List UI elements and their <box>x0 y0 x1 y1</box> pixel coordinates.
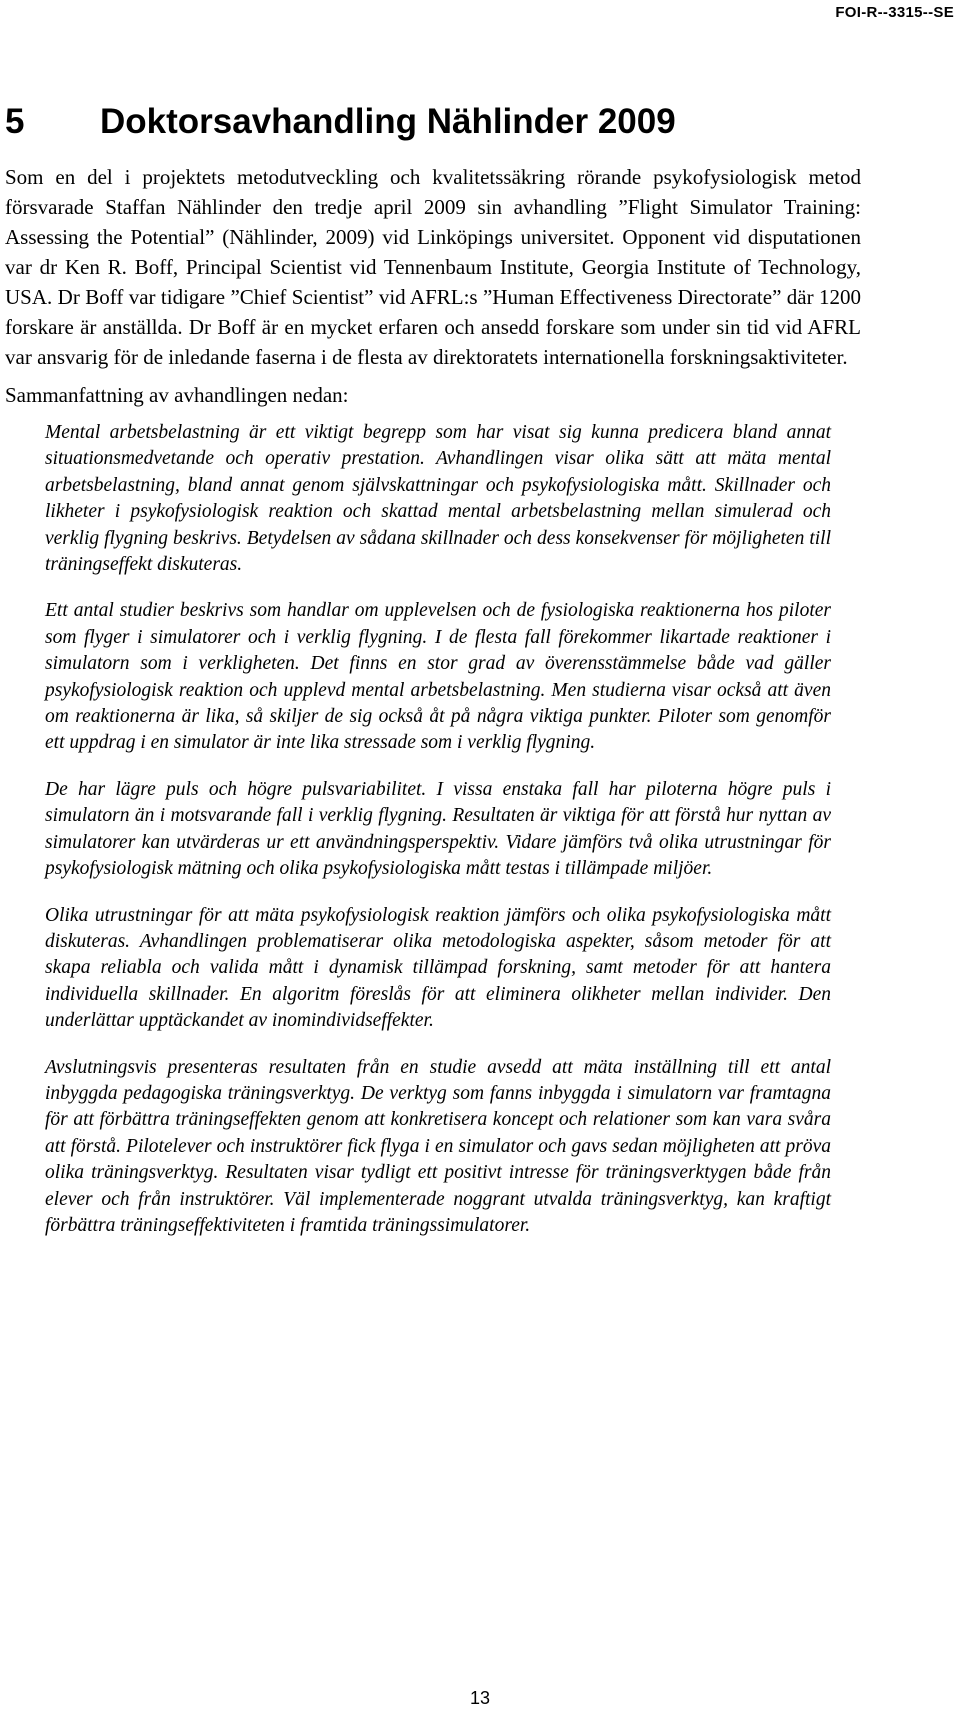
section-body <box>5 162 861 1259</box>
section-number: 5 <box>5 102 25 141</box>
summary-intro: Sammanfattning av avhandlingen nedan: <box>5 383 349 407</box>
abstract-paragraph: De har lägre puls och högre pulsvariabilitet. I vissa enstaka fall har piloterna högre puls i simulatorn än i motsvarande fall i verklig flygning. Resultaten är viktiga för att förstå hur nyttan av simulatorer kan utvärderas ur ett användningsperspektiv. Vidare jämförs två olika utrustningar för psykofysiologisk mätning och olika psykofysiologiska mått testas i tillämpade miljöer. <box>45 778 831 880</box>
section-title: Doktorsavhandling Nählinder 2009 <box>100 102 676 141</box>
document-id: FOI-R--3315--SE <box>835 4 954 21</box>
abstract-block <box>45 420 831 1239</box>
page-number: 13 <box>469 1688 491 1708</box>
body-paragraph: Som en del i projektets metodutveckling och kvalitetssäkring rörande psykofysiologisk metod försvarade Staffan Nählinder den tredje april 2009 sin avhandling ”Flight Simulator Training: Assessing the Potential” (Nählinder, 2009) vid Linköpings universitet. Opponent vid disputationen var dr Ken R. Boff, Principal Scientist vid Tennenbaum Institute, Georgia Institute of Technology, USA. Dr Boff var tidigare ”Chief Scientist” vid AFRL:s ”Human Effectiveness Directorate” där 1200 forskare är anställda. Dr Boff är en mycket erfaren och ansedd forskare som under sin tid vid AFRL var ansvarig för de inledande faserna i de flesta av direktoratets internationella forskningsaktiviteter. <box>5 165 861 369</box>
abstract-paragraph: Mental arbetsbelastning är ett viktigt begrepp som har visat sig kunna predicera bland annat situationsmedvetande och operativ prestation. Avhandlingen visar olika sätt att mäta mental arbetsbelastning, bland annat genom självskattningar och psykofysiologiska mått. Skillnader och likheter i psykofysiologisk reaktion och skattad mental arbetsbelastning mellan simulerad och verklig flygning beskrivs. Betydelsen av sådana skillnader och dess konsekvenser för möjligheten till träningseffekt diskuteras. <box>45 422 831 576</box>
abstract-paragraph: Avslutningsvis presenteras resultaten från en studie avsedd att mäta inställning till ett antal inbyggda pedagogiska träningsverktyg. De verktyg som fanns inbyggda i simulatorn var framtagna för att förbättra träningseffekten genom att konkretisera koncept och relationer som kan vara svåra att förstå. Pilotelever och instruktörer fick flyga i en simulator och gavs sedan möjligheten att pröva olika träningsverktyg. Resultaten visar tydligt ett positivt intresse för träningsverktygen både från elever och från instruktörer. Väl implementerade noggrant utvalda träningsverktyg, kan kraftigt förbättra träningseffektiviteten i framtida träningssimulatorer. <box>45 1056 831 1236</box>
abstract-paragraph: Ett antal studier beskrivs som handlar om upplevelsen och de fysiologiska reaktionerna hos piloter som flyger i simulatorer och i verklig flygning. I de flesta fall förekommer likartade reaktioner i simulatorn som i verkligheten. Det finns en stor grad av överensstämmelse både vad gäller psykofysiologisk reaktion och upplevd mental arbetsbelastning. Men studierna visar också att även om reaktionerna är lika, så skiljer de sig också åt på några viktiga punkter. Piloter som genomför ett uppdrag i en simulator är inte lika stressade som i verklig flygning. <box>45 600 831 754</box>
section-heading <box>5 100 676 144</box>
abstract-paragraph: Olika utrustningar för att mäta psykofysiologisk reaktion jämförs och olika psykofysiologiska mått diskuteras. Avhandlingen problematiserar olika metodologiska aspekter, såsom metoder för att skapa reliabla och valida mått i dynamisk tillämpad forskning, samt metoder för att hantera individuella skillnader. En algoritm föreslås för att eliminera olikheter mellan individer. Den underlättar upptäckandet av inomindividseffekter. <box>45 904 831 1032</box>
